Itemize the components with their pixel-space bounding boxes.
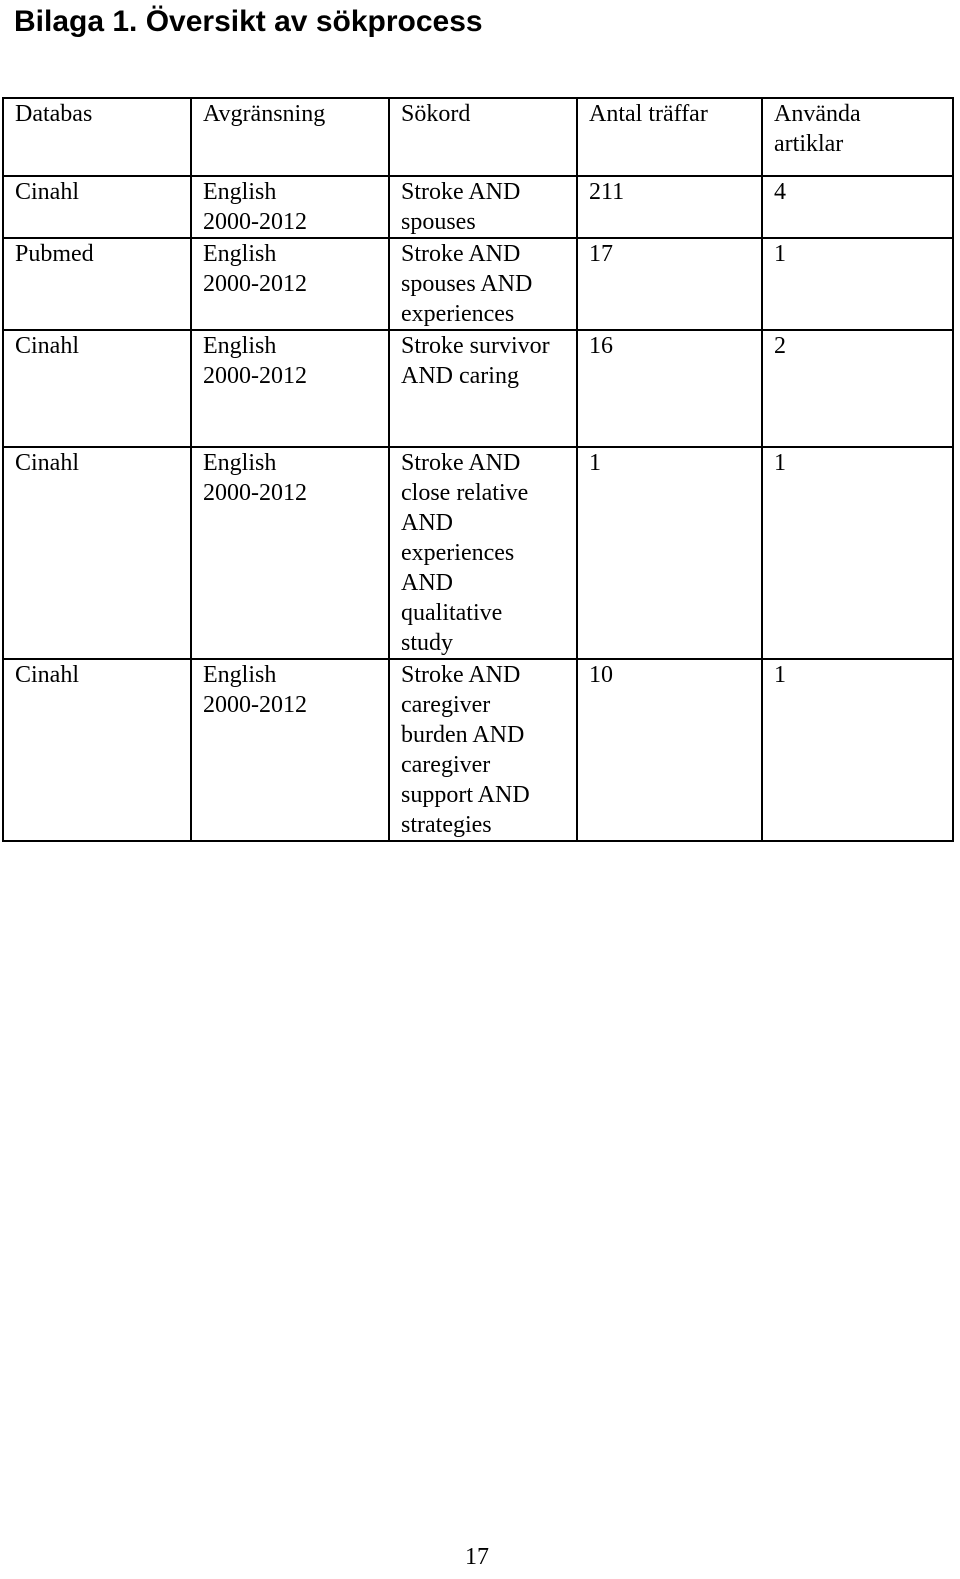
table-row: [3, 447, 953, 659]
cell-databas: Pubmed: [3, 238, 191, 330]
cell-antal-traffar: 17: [577, 238, 762, 330]
cell-databas: Cinahl: [3, 330, 191, 447]
cell-anvanda-artiklar: 1: [762, 659, 953, 841]
cell-anvanda-artiklar: 2: [762, 330, 953, 447]
cell-avgransning: English 2000-2012: [191, 659, 389, 841]
cell-antal-traffar: 10: [577, 659, 762, 841]
cell-sokord: Stroke survivor AND caring: [389, 330, 577, 447]
search-process-table: [2, 97, 954, 842]
cell-sokord: Stroke AND caregiver burden AND caregiver support AND strategies: [389, 659, 577, 841]
table-row: [3, 330, 953, 447]
cell-anvanda-artiklar: 1: [762, 447, 953, 659]
cell-avgransning: English 2000-2012: [191, 238, 389, 330]
cell-databas: Cinahl: [3, 659, 191, 841]
page-title: Bilaga 1. Översikt av sökprocess: [14, 5, 483, 38]
header-anvanda-artiklar: Använda artiklar: [762, 98, 953, 176]
table-header-row: [3, 98, 953, 176]
header-antal-traffar: Antal träffar: [577, 98, 762, 176]
cell-anvanda-artiklar: 1: [762, 238, 953, 330]
cell-databas: Cinahl: [3, 176, 191, 238]
cell-sokord: Stroke AND close relative AND experiences AND qualitative study: [389, 447, 577, 659]
cell-sokord: Stroke AND spouses: [389, 176, 577, 238]
header-avgransning: Avgränsning: [191, 98, 389, 176]
table-row: [3, 659, 953, 841]
table-row: [3, 176, 953, 238]
page-number: 17: [465, 1544, 489, 1570]
cell-antal-traffar: 16: [577, 330, 762, 447]
cell-antal-traffar: 1: [577, 447, 762, 659]
cell-avgransning: English 2000-2012: [191, 330, 389, 447]
cell-databas: Cinahl: [3, 447, 191, 659]
cell-sokord: Stroke AND spouses AND experiences: [389, 238, 577, 330]
cell-avgransning: English 2000-2012: [191, 447, 389, 659]
header-databas: Databas: [3, 98, 191, 176]
cell-avgransning: English 2000-2012: [191, 176, 389, 238]
cell-antal-traffar: 211: [577, 176, 762, 238]
header-sokord: Sökord: [389, 98, 577, 176]
table-row: [3, 238, 953, 330]
cell-anvanda-artiklar: 4: [762, 176, 953, 238]
